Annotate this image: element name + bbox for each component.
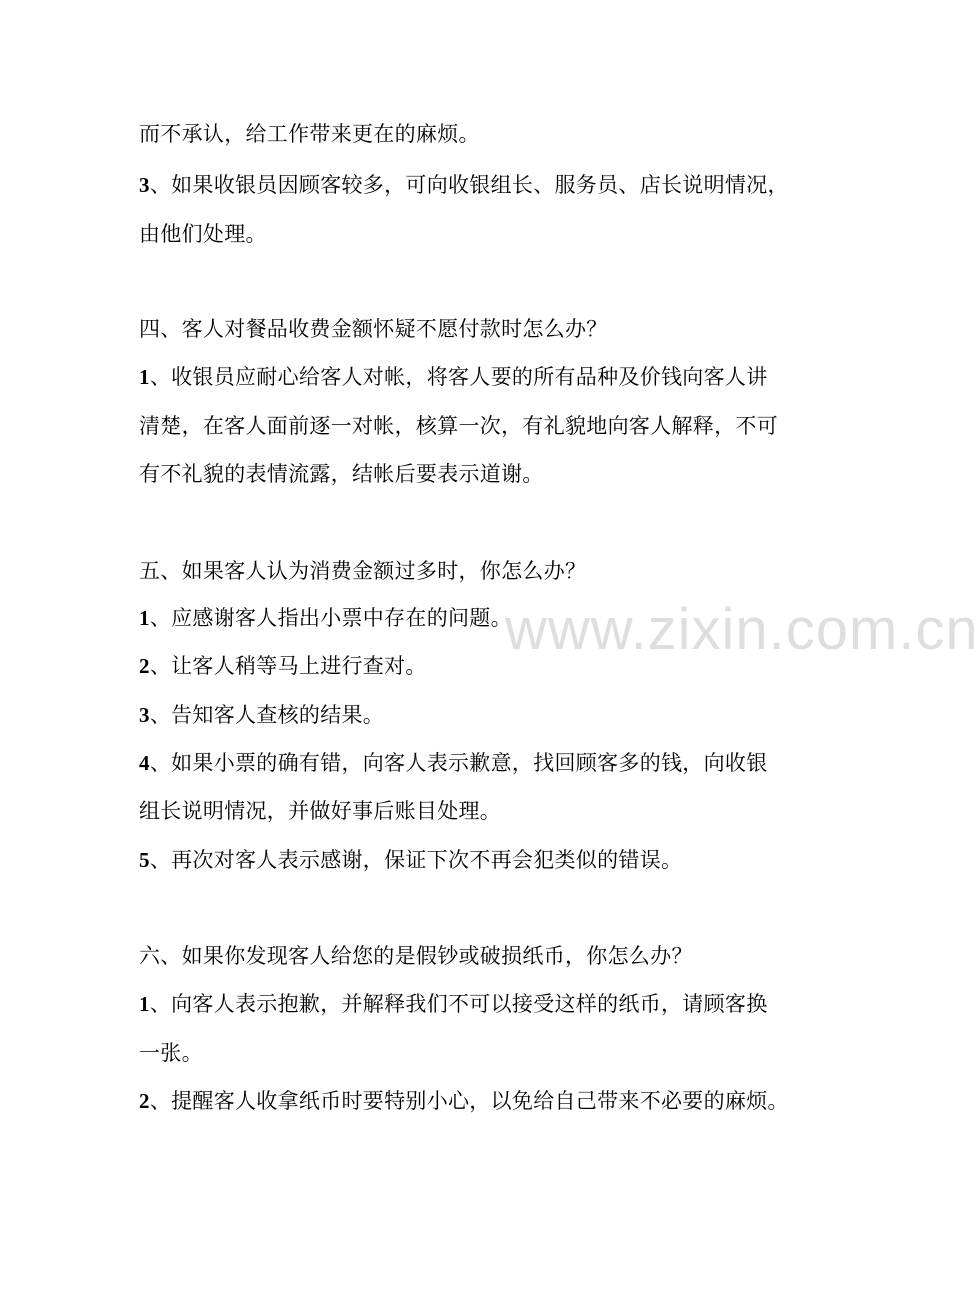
text-line: 有不礼貌的表情流露，结帐后要表示道谢。 (139, 462, 544, 486)
list-item: 3、如果收银员因顾客较多，可向收银组长、服务员、店长说明情况， (139, 173, 789, 197)
text-line: 由他们处理。 (139, 222, 267, 246)
watermark: www.zixin.com.cn (505, 597, 979, 662)
list-item: 5、再次对客人表示感谢，保证下次不再会犯类似的错误。 (139, 848, 683, 872)
list-item: 1、收银员应耐心给客人对帐，将客人要的所有品种及价钱向客人讲 (139, 365, 768, 389)
list-item: 3、告知客人查核的结果。 (139, 703, 385, 727)
section-heading: 四、客人对餐品收费金额怀疑不愿付款时怎么办？ (139, 317, 608, 341)
list-item: 4、如果小票的确有错，向客人表示歉意，找回顾客多的钱，向收银 (139, 751, 768, 775)
text-line: 一张。 (139, 1041, 203, 1065)
list-item: 2、让客人稍等马上进行查对。 (139, 654, 427, 678)
text-line: 清楚，在客人面前逐一对帐，核算一次，有礼貌地向客人解释，不可 (139, 414, 778, 438)
section-heading: 五、如果客人认为消费金额过多时，你怎么办？ (139, 559, 587, 583)
list-item: 1、应感谢客人指出小票中存在的问题。 (139, 606, 512, 630)
text-line: 而不承认，给工作带来更在的麻烦。 (139, 122, 480, 146)
text-line: 组长说明情况，并做好事后账目处理。 (139, 799, 502, 823)
list-item: 1、向客人表示抱歉，并解释我们不可以接受这样的纸币，请顾客换 (139, 992, 768, 1016)
list-item: 2、提醒客人收拿纸币时要特别小心，以免给自己带来不必要的麻烦。 (139, 1089, 789, 1113)
section-heading: 六、如果你发现客人给您的是假钞或破损纸币，你怎么办？ (139, 944, 693, 968)
